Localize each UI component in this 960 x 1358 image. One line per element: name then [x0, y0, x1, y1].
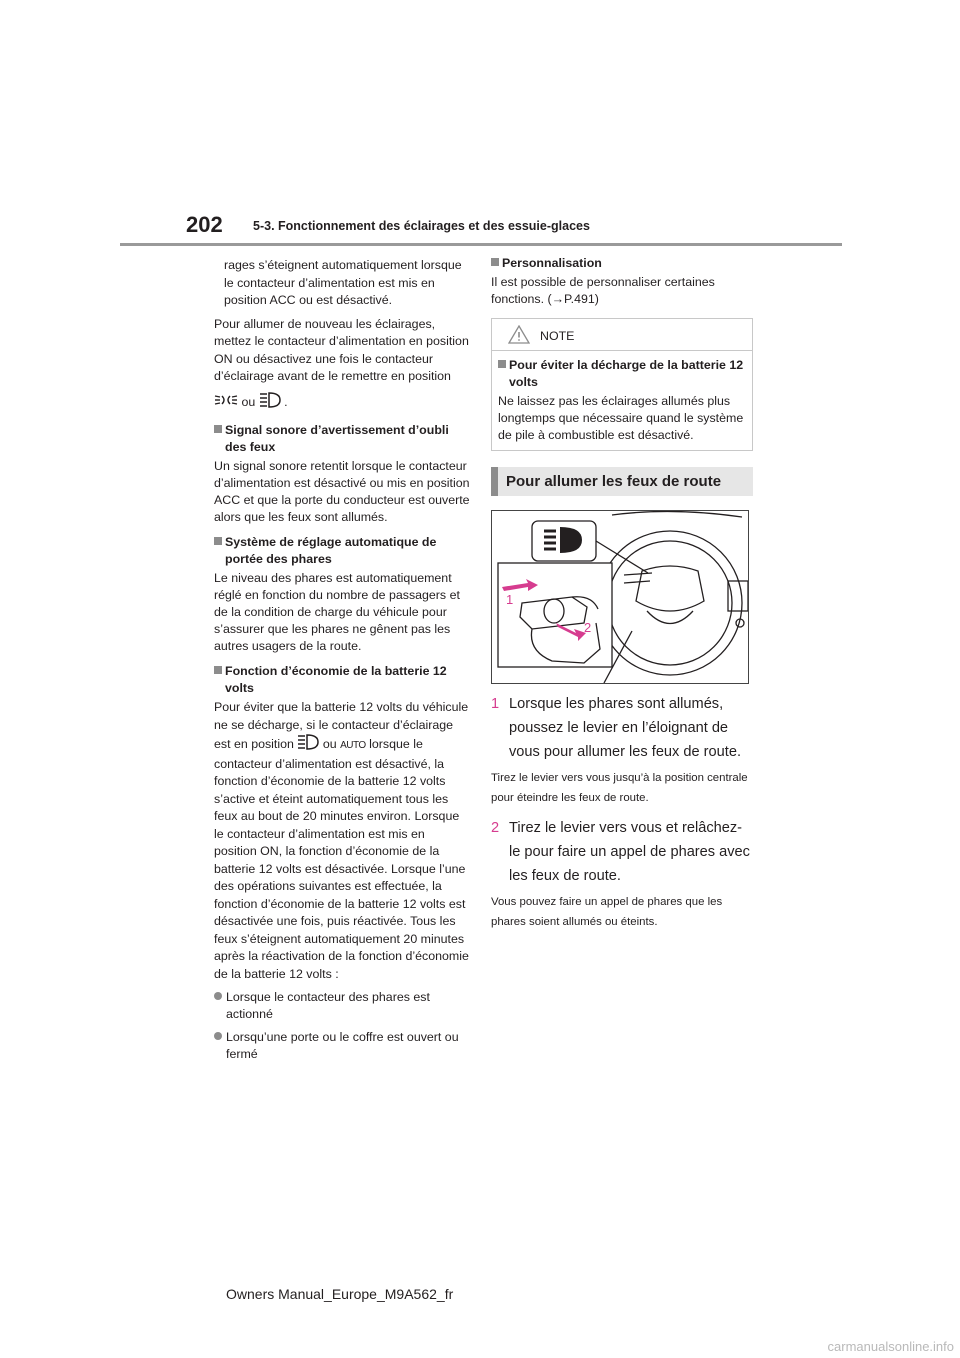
intro-paragraph: rages s’éteignent automatiquement lorsque le contacteur d’alimentation est mis en position ACC ou est désactivé.: [224, 258, 462, 307]
figure-label-2: 2: [584, 619, 592, 635]
left-column: [214, 257, 470, 1069]
relight-paragraph: Pour allumer de nouveau les éclairages, mettez le contacteur d’alimentation en position ON ou désactivez une fois le contacteur d’éclairage avant de le remettre en position: [214, 316, 469, 383]
note-label: NOTE: [540, 328, 575, 343]
step-item: 2 Tirez le levier vers vous et relâchez-le pour faire un appel de phares avec les feux de route.: [491, 819, 750, 884]
heading-customization: Personnalisation: [491, 255, 753, 272]
lever-illustration: [491, 510, 749, 684]
note-paragraph: Ne laissez pas les éclairages allumés plus longtemps que nécessaire quand le système de pile à combustible est désactivé.: [498, 393, 744, 442]
warning-buzzer-paragraph: Un signal sonore retentit lorsque le contacteur d’alimentation est désactivé ou mis en position ACC et que la porte du conducteur est ouverte alors que les feux sont allumés.: [214, 459, 470, 525]
headlight-icon: [259, 392, 281, 413]
step-note: Vous pouvez faire un appel de phares que les phares soient allumés ou éteints.: [491, 895, 723, 928]
section-title: 5-3. Fonctionnement des éclairages et des essuie-glaces: [253, 219, 590, 233]
heading-auto-leveling: Système de réglage automatique de portée des phares: [214, 534, 470, 568]
step-note: Tirez le levier vers vous jusqu’à la position centrale pour éteindre les feux de route.: [491, 771, 748, 804]
note-box: [491, 318, 753, 451]
parking-light-icon: [214, 393, 238, 412]
auto-leveling-paragraph: Le niveau des phares est automatiquement réglé en fonction du nombre de passagers et de la condition de charge du véhicule pour s’assurer que les phares ne gênent pas les autres usagers de la route.: [214, 571, 460, 654]
note-header: [492, 319, 752, 351]
customization-paragraph: Il est possible de personnaliser certaines fonctions. (→P.491): [491, 274, 715, 306]
right-column: [491, 255, 753, 938]
note-heading: Pour éviter la décharge de la batterie 12 volts: [498, 357, 746, 391]
battery-saver-paragraph: Pour éviter que la batterie 12 volts du véhicule ne se décharge, si le contacteur d’éclairage est en position ou AUTO lorsque le contacteur d’alimentation est désactivé, la fonction d’économie de la batterie 12 volts s’active et éteint automatiquement tous les feux au bout de 20 minutes environ. Lorsque le contacteur d’alimentation est mis en position ON, la fonction d’économie de la batterie 12 volts est désactivée. Lorsque l’une des opérations suivantes est effectuée, la fonction d’économie de la batterie 12 volts est désactivée une fois, puis réactivée. Tous les feux s’éteignent automatiquement 20 minutes après la réactivation de la fonction d’économie de la batterie 12 volts :: [214, 700, 469, 981]
figure-label-1: 1: [506, 591, 514, 607]
watermark: carmanualsonline.info: [827, 1339, 954, 1354]
list-item: Lorsque le contacteur des phares est actionné: [214, 989, 470, 1023]
footer-text: Owners Manual_Europe_M9A562_fr: [226, 1286, 454, 1302]
warning-triangle-icon: [508, 325, 530, 349]
list-item: Lorsqu’une porte ou le coffre est ouvert ou fermé: [214, 1029, 470, 1063]
heading-battery-saver: Fonction d’économie de la batterie 12 volts: [214, 663, 470, 697]
header-rule: [120, 243, 842, 246]
page-number: 202: [186, 212, 223, 237]
position-symbols: [214, 392, 470, 413]
or-text: ou: [241, 394, 256, 409]
auto-symbol: AUTO: [340, 740, 366, 752]
section-heading: Pour allumer les feux de route: [491, 467, 753, 496]
period-text: .: [284, 394, 288, 409]
headlight-icon: [297, 734, 319, 756]
step-item: 1 Lorsque les phares sont allumés, poussez le levier en l’éloignant de vous pour allumer les feux de route.: [491, 695, 742, 760]
heading-warning-buzzer: Signal sonore d’avertissement d’oubli des feux: [214, 422, 470, 456]
